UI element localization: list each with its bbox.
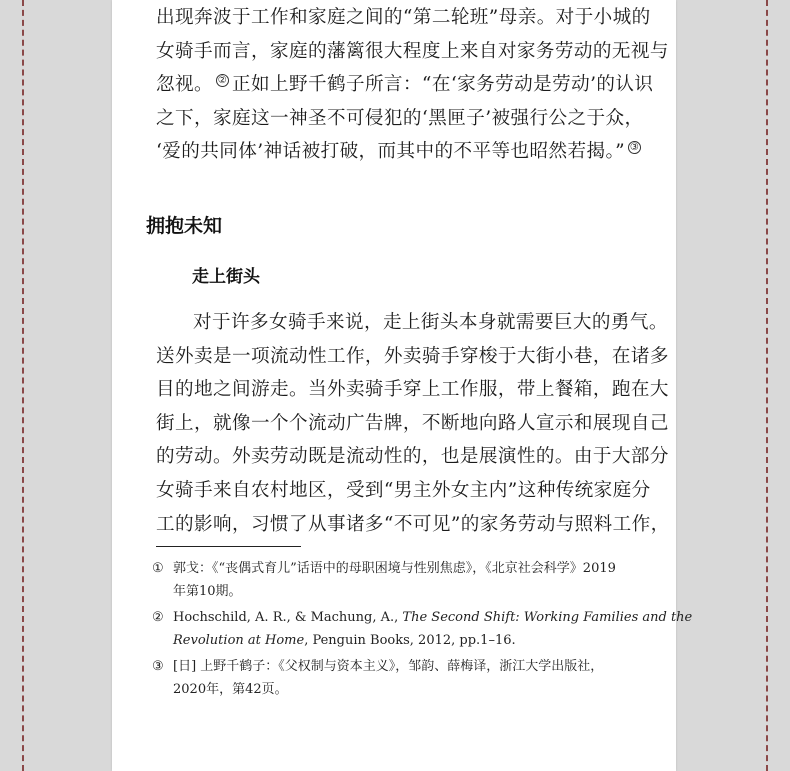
footnote-mark: ② — [152, 610, 164, 625]
footnote-book-title: Revolution at Home — [173, 632, 305, 648]
text-line: 街上，就像一个个流动广告牌，不断地向路人宣示和展现自己 — [156, 412, 669, 434]
text-line: 的劳动。外卖劳动既是流动性的，也是展演性的。由于大部分 — [156, 446, 669, 468]
footnotes — [152, 558, 693, 705]
footnote-line — [152, 558, 652, 581]
right-dashed-border — [766, 0, 768, 771]
footnote-text: 郭戈：《“丧偶式育儿”话语中的母职困境与性别焦虑》，《北京社会科学》2019 — [173, 561, 616, 576]
footnote-line: 2020年，第42页。 — [173, 681, 288, 697]
footnote-text: Hochschild, A. R., & Machung, A., — [173, 610, 403, 625]
text-line: 送外卖是一项流动性工作，外卖骑手穿梭于大街小巷，在诸多 — [156, 345, 669, 367]
footnote-ref-2[interactable]: ② — [217, 75, 228, 86]
text-line: 目的地之间游走。当外卖骑手穿上工作服，带上餐箱，跑在大 — [156, 379, 669, 401]
left-dashed-border — [22, 0, 24, 771]
footnote-mark: ③ — [152, 659, 164, 674]
footnote-book-title: The Second Shift: Working Families and the — [402, 610, 693, 625]
text-segment: ‘爱的共同体’神话被打破，而其中的不平等也昭然若揭。” — [156, 141, 626, 163]
text-segment: 忽视。 — [156, 74, 213, 96]
footnote-text: [日] 上野千鹤子：《父权制与资本主义》，邹韵、薛梅译，浙江大学出版社， — [173, 659, 604, 674]
book-page — [112, 0, 693, 771]
text-segment: 正如上野千鹤子所言：“在‘家务劳动是劳动’的认识 — [231, 74, 654, 96]
text-line: 工的影响，习惯了从事诸多“不可见”的家务劳动与照料工作， — [156, 513, 670, 535]
footnote-line — [152, 630, 652, 653]
footnote-2 — [152, 607, 693, 652]
footnote-3 — [152, 656, 652, 701]
text-line: 女骑手而言，家庭的藩篱很大程度上来自对家务劳动的无视与 — [156, 40, 669, 62]
text-line: 出现奔波于工作和家庭之间的“第二轮班”母亲。对于小城的 — [156, 7, 651, 28]
footnote-line — [152, 656, 652, 679]
section-heading: 拥抱未知 — [146, 215, 223, 237]
footnote-text: , Penguin Books, 2012, pp.1–16. — [304, 632, 516, 648]
paragraph-2 — [156, 306, 670, 541]
paragraph-1 — [156, 1, 669, 169]
text-line — [156, 135, 642, 169]
footnote-line — [152, 607, 693, 630]
footnote-separator — [156, 546, 301, 547]
footnote-line: 年第10期。 — [173, 583, 242, 599]
subsection-heading: 走上街头 — [192, 267, 260, 287]
text-line: 对于许多女骑手来说，走上街头本身就需要巨大的勇气。 — [193, 312, 668, 333]
text-line — [156, 68, 654, 102]
text-line: 女骑手来自农村地区，受到“男主外女主内”这种传统家庭分 — [156, 479, 651, 501]
footnote-mark: ① — [152, 561, 164, 576]
footnote-ref-3[interactable]: ③ — [629, 142, 640, 154]
text-line: 之下，家庭这一神圣不可侵犯的‘黑匣子’被强行公之于众， — [156, 107, 644, 129]
footnote-1 — [152, 558, 652, 603]
